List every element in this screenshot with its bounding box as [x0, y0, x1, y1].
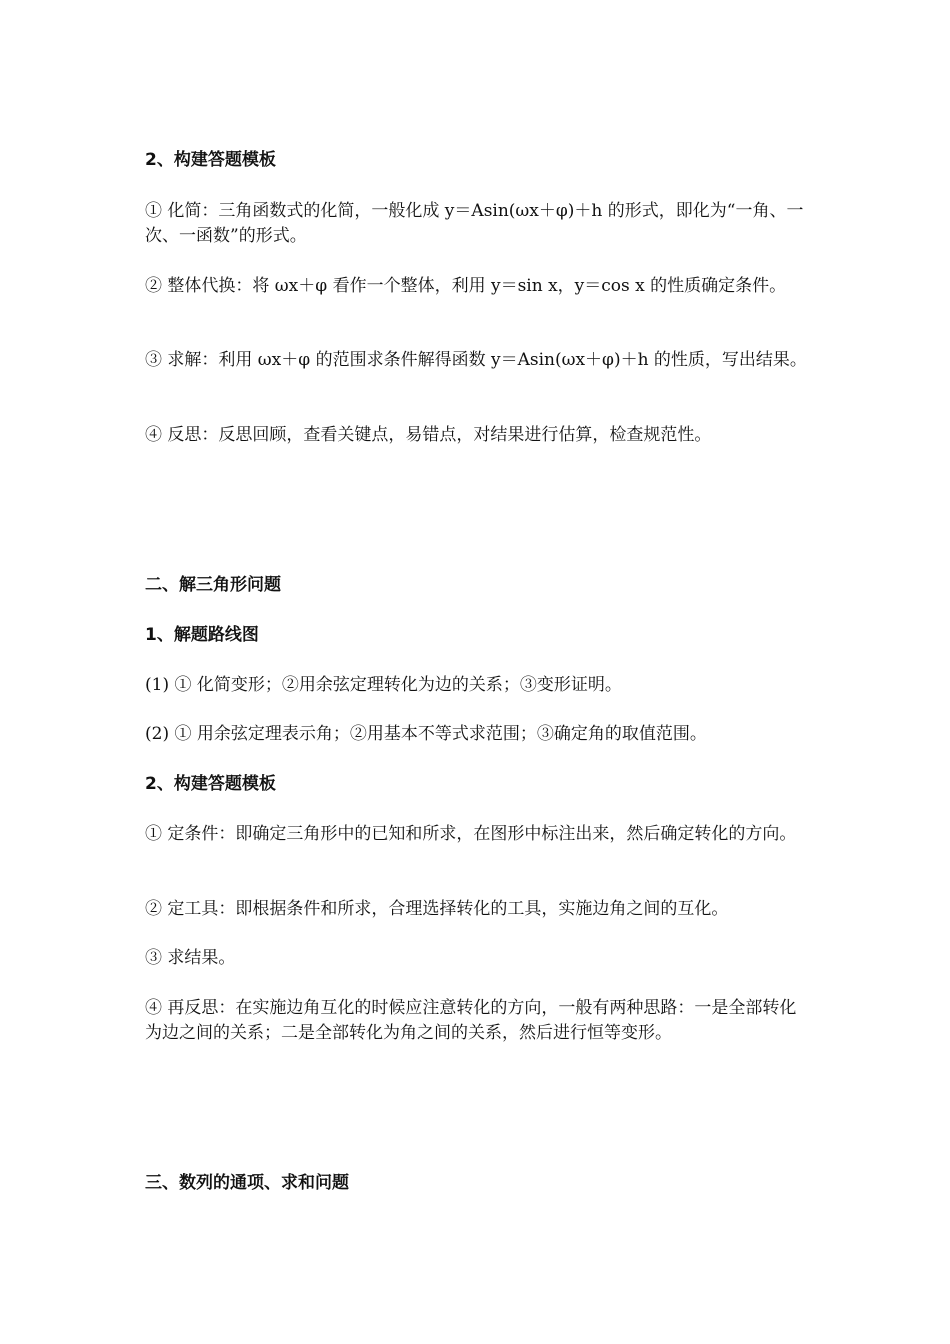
- section1-item-3: ③ 求解：利用 ωx＋φ 的范围求条件解得函数 y＝Asin(ωx＋φ)＋h 的性质，写出结果。: [145, 350, 807, 370]
- section2-route-2: (2) ① 用余弦定理表示角；②用基本不等式求范围；③确定角的取值范围。: [145, 724, 707, 744]
- section1-item-2: ② 整体代换：将 ωx＋φ 看作一个整体，利用 y＝sin x，y＝cos x 的性质确定条件。: [145, 276, 787, 296]
- section3-title: 三、数列的通项、求和问题: [145, 1173, 349, 1193]
- section2-heading-route: 1、解题路线图: [145, 625, 259, 645]
- section2-item-1: ① 定条件：即确定三角形中的已知和所求，在图形中标注出来，然后确定转化的方向。: [145, 824, 797, 844]
- section2-item-4: ④ 再反思：在实施边角互化的时候应注意转化的方向，一般有两种思路：一是全部转化为边之间的关系；二是全部转化为角之间的关系，然后进行恒等变形。: [145, 998, 797, 1043]
- section2-heading-template: 2、构建答题模板: [145, 774, 276, 794]
- section2-route-1: (1) ① 化简变形；②用余弦定理转化为边的关系；③变形证明。: [145, 675, 622, 695]
- section2-item-3: ③ 求结果。: [145, 948, 236, 968]
- section2-item-2: ② 定工具：即根据条件和所求，合理选择转化的工具，实施边角之间的互化。: [145, 899, 729, 919]
- section1-heading-template: 2、构建答题模板: [145, 150, 276, 170]
- section1-item-4: ④ 反思：反思回顾，查看关键点，易错点，对结果进行估算，检查规范性。: [145, 425, 712, 445]
- document-page: [145, 0, 810, 1344]
- section2-title: 二、解三角形问题: [145, 575, 281, 595]
- section1-item-1: ① 化简：三角函数式的化简，一般化成 y＝Asin(ωx＋φ)＋h 的形式，即化为“一角、一次、一函数”的形式。: [145, 201, 804, 246]
